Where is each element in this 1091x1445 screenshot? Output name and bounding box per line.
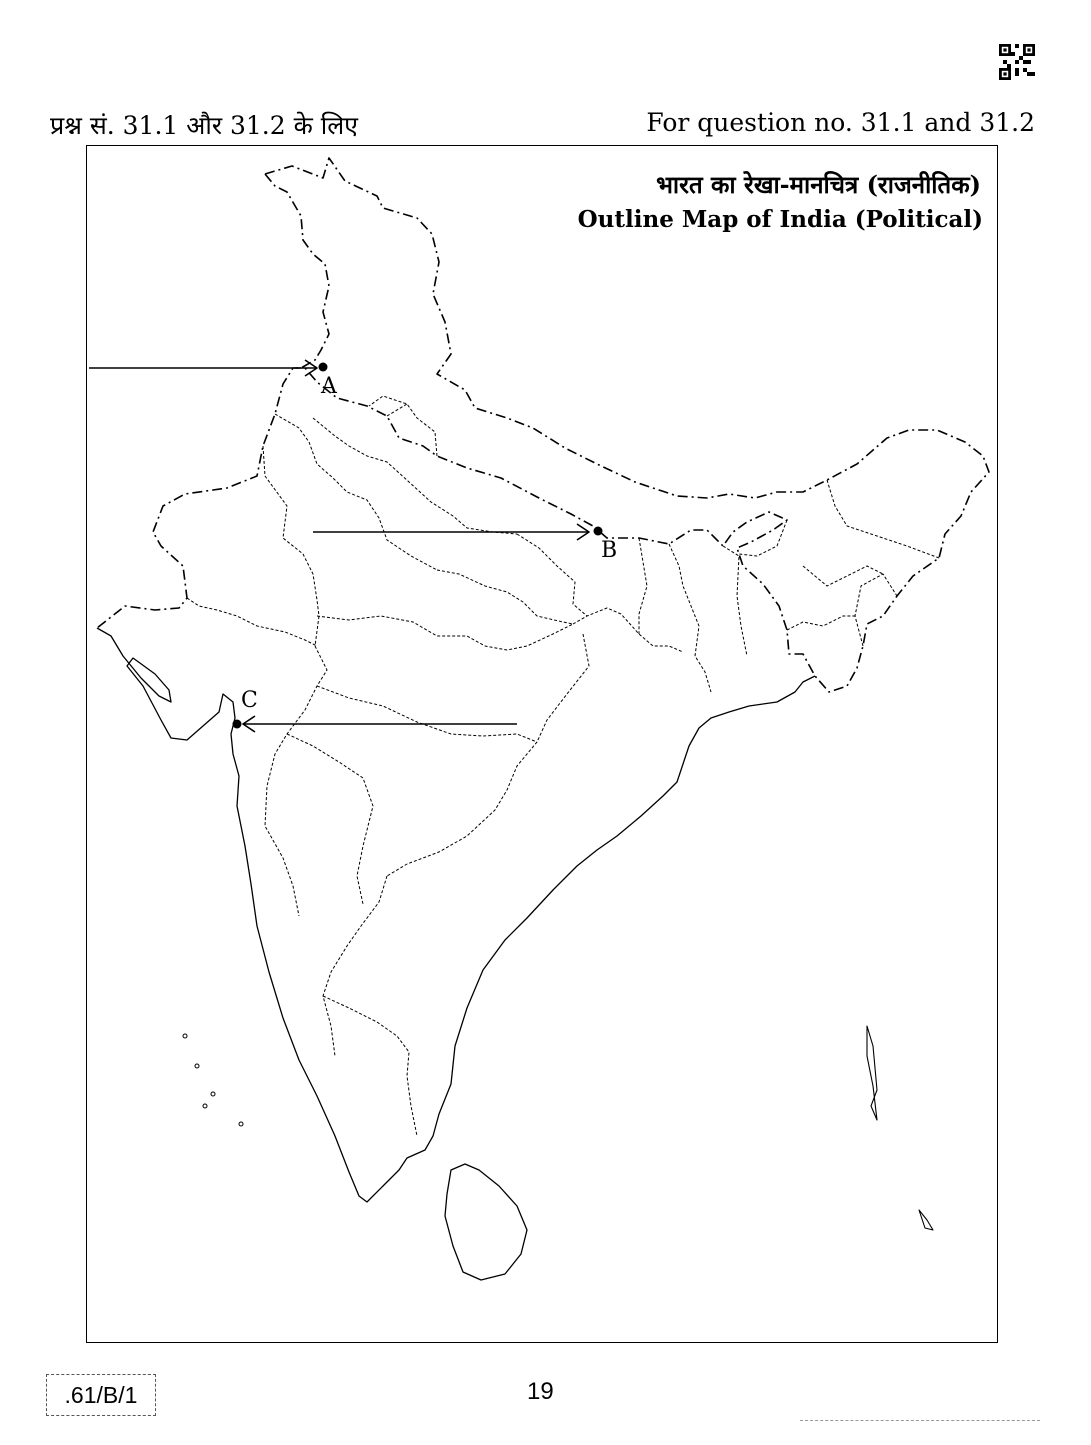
coastline — [97, 628, 815, 1202]
marker-c-label: C — [241, 688, 258, 713]
map-title-hindi: भारत का रेखा-मानचित्र (राजनीतिक) — [656, 170, 981, 199]
map-frame — [86, 145, 998, 1343]
footer-divider — [800, 1420, 1040, 1421]
marker-a-dot — [319, 363, 328, 372]
international-boundary — [97, 158, 989, 692]
sri-lanka-outline — [445, 1164, 527, 1280]
question-reference-english: For question no. 31.1 and 31.2 — [646, 108, 1035, 137]
paper-code: .61/B/1 — [46, 1374, 156, 1416]
marker-arrows — [89, 360, 589, 732]
marker-b-dot — [594, 527, 603, 536]
qr-code-icon — [999, 44, 1035, 80]
marker-c-dot — [233, 720, 242, 729]
page-number: 19 — [527, 1378, 554, 1405]
marker-b-label: B — [601, 538, 618, 563]
jk-boundary-west — [265, 174, 329, 368]
map-title-english: Outline Map of India (Political) — [577, 206, 983, 233]
question-reference-hindi: प्रश्न सं. 31.1 और 31.2 के लिए — [50, 111, 359, 140]
india-outline-map — [87, 146, 999, 1344]
marker-a-label: A — [321, 374, 337, 399]
